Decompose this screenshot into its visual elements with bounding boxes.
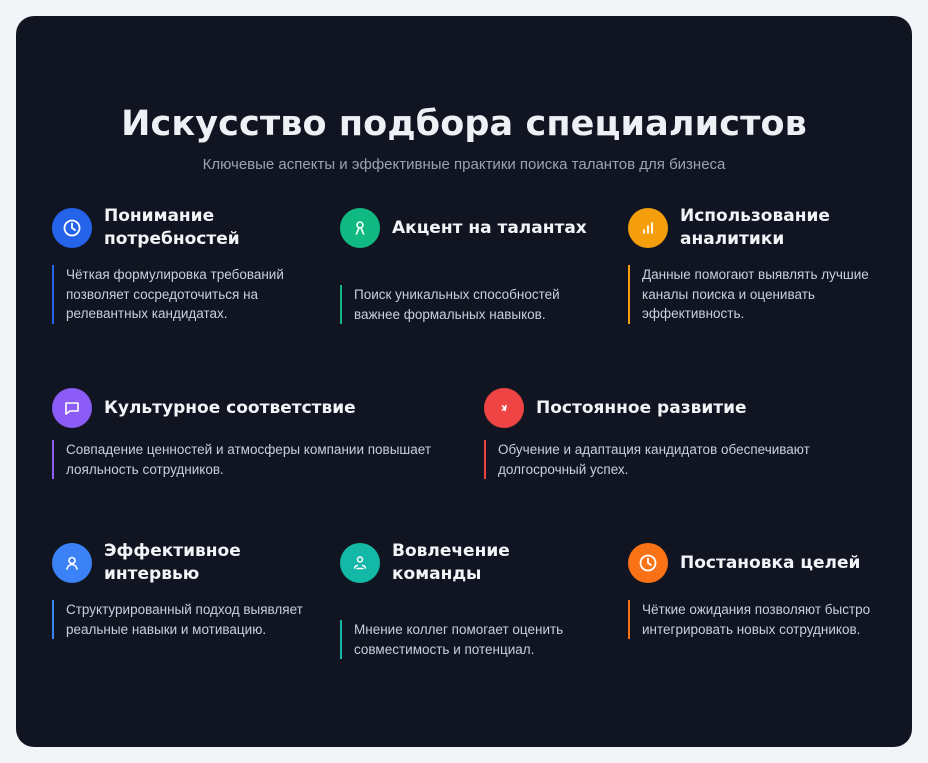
feature-item-team bbox=[340, 543, 605, 663]
feature-title: Понимание потребностей bbox=[104, 206, 240, 249]
feature-description: Чёткая формулировка требований позволяет сосредоточиться на релевантных кандидатах. bbox=[52, 265, 322, 324]
feature-description: Чёткие ожидания позволяют быстро интегрировать новых сотрудников. bbox=[628, 600, 890, 639]
bar-chart-icon bbox=[628, 208, 668, 248]
feature-description: Данные помогают выявлять лучшие каналы поиска и оценивать эффективность. bbox=[628, 265, 890, 324]
feature-description: Структурированный подход выявляет реальные навыки и мотивацию. bbox=[52, 600, 317, 639]
feature-title: Акцент на талантах bbox=[392, 217, 587, 238]
feature-description: Совпадение ценностей и атмосферы компании повышает лояльность сотрудников. bbox=[52, 440, 452, 479]
feature-title: Культурное соответствие bbox=[104, 397, 356, 418]
feature-title: Постановка целей bbox=[680, 552, 861, 573]
content-card bbox=[16, 16, 912, 747]
feature-item-interview bbox=[52, 543, 317, 663]
feature-title: Эффективное интервью bbox=[104, 541, 241, 584]
clock-icon bbox=[628, 543, 668, 583]
user-icon bbox=[52, 543, 92, 583]
clock-icon bbox=[52, 208, 92, 248]
feature-item-talents bbox=[340, 208, 605, 328]
feature-title: Постоянное развитие bbox=[536, 397, 747, 418]
feature-item-needs bbox=[52, 208, 322, 328]
feature-description: Поиск уникальных способностей важнее формальных навыков. bbox=[340, 285, 605, 324]
feature-item-analytics bbox=[628, 208, 890, 328]
page-subtitle: Ключевые аспекты и эффективные практики поиска талантов для бизнеса bbox=[202, 156, 726, 173]
feature-item-development bbox=[484, 388, 884, 480]
feature-item-culture bbox=[52, 388, 452, 480]
feature-title: Вовлечение команды bbox=[392, 541, 510, 584]
team-icon bbox=[340, 543, 380, 583]
feature-description: Обучение и адаптация кандидатов обеспечивают долгосрочный успех. bbox=[484, 440, 884, 479]
feature-title: Использование аналитики bbox=[680, 206, 830, 249]
message-icon bbox=[52, 388, 92, 428]
feature-item-goals bbox=[628, 543, 890, 663]
page-title: Искусство подбора специалистов bbox=[121, 104, 807, 144]
person-icon bbox=[340, 208, 380, 248]
sparkle-icon bbox=[484, 388, 524, 428]
feature-description: Мнение коллег помогает оценить совместимость и потенциал. bbox=[340, 620, 605, 659]
